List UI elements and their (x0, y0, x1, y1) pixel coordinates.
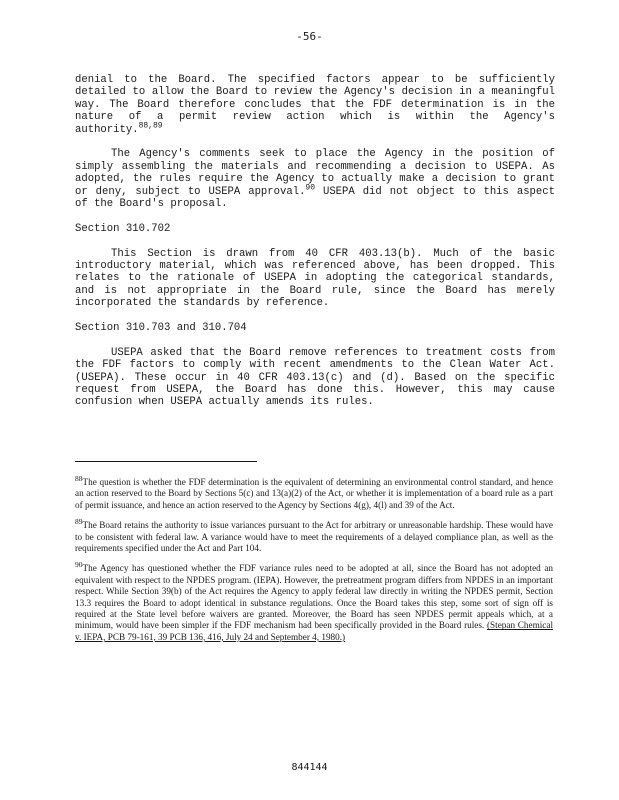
footnote-89 (75, 517, 553, 554)
main-body (75, 74, 555, 421)
section-310-703-704-text: USEPA asked that the Board remove references to treatment costs from the FDF factors to comply with recent amendments to the Clean Water Act. (USEPA). These occur in 40 CFR 403.13(c) and (d). Based on the specific request from USEPA, the Board has done this. However, this may cause confusion when USEPA actually amends its rules. (75, 346, 555, 409)
footnote-ref-88-89: 88,89 (138, 121, 163, 131)
section-heading-310-703-704: Section 310.703 and 310.704 (75, 322, 247, 335)
page-number: -56- (296, 30, 323, 43)
section-heading-310-702: Section 310.702 (75, 222, 171, 235)
footnote-88-text: The question is whether the FDF determination is the equivalent of determining an environmental control standard, and hence an action reserved to the Board by Sections 5(c) and 13(a)(2) of the Act, or whether it is implementation of a board rule as a part of permit issuance, and hence an action reserved to the Agency by Sections 4(g), 4(l) and 39 of the Act. (75, 477, 553, 510)
footnote-ref-90: 90 (305, 183, 316, 193)
footnote-89-mark: 89 (75, 517, 83, 527)
footnote-divider (75, 461, 257, 462)
footnote-90-text: The Agency has questioned whether the FDF variance rules need to be adopted at all, since the Board has not adopted an equivalent with respect to the NPDES program. (IEPA). However, the pretreatment program differs from NPDES in an important respect. While Section 39(b) of the Act requires the Agency to apply federal law directly in writing the NPDES permit, Section 13.3 requires the Board to adopt identical in substance regulations. Once the Board takes this step, some sort of sign off is required at the State level before waivers are granted. Moreover, the Board has seen NPDES permit appeals which, at a minimum, would have been simpler if the FDF mechanism had been specifically provided in the Board rules. (75, 563, 553, 631)
paragraph-2-text-after: USEPA did not object to this aspect of the Board's proposal. (75, 185, 555, 211)
paragraph-2-text: The Agency's comments seek to place the Agency in the position of simply assembling the materials and recommending a decision to USEPA. As adopted, the rules require the Agency to actually make a decision to grant or deny, subject to USEPA approval. (75, 148, 555, 198)
footnote-89-text: The Board retains the authority to issue variances pursuant to the Act for arbitrary or unreasonable hardship. These would have to be consistent with federal law. A variance would have to meet the requirements of a delayed compliance plan, as well as the requirements specified under the Act and Part 104. (75, 520, 553, 554)
paragraph-1 (75, 74, 555, 136)
document-id: 844144 (291, 762, 328, 773)
footnote-88 (75, 473, 553, 511)
footnote-90-mark: 90 (75, 560, 83, 570)
section-310-702-text: This Section is drawn from 40 CFR 403.13(b). Much of the basic introductory material, which was referenced above, has been dropped. This relates to the rationale of USEPA in adopting the categorical standards, and is not appropriate in the Board rule, since the Board has merely incorporated the standards by reference. (75, 247, 555, 310)
footnote-90-citation: (Stepan Chemical v. IEPA, PCB 79-161, 39 PCB 136, 416, July 24 and September 4, 1980.) (75, 620, 553, 642)
paragraph-2 (75, 148, 555, 210)
paragraph-1-text: denial to the Board. The specified factors appear to be sufficiently detailed to allow the Board to review the Agency's decision in a meaningful way. The Board therefore concludes that the FDF determination is in the nature of a permit review action which is within the Agency's authority. (75, 74, 555, 136)
footnote-90 (75, 560, 553, 643)
footnotes (75, 473, 553, 652)
footnote-88-mark: 88 (75, 473, 83, 483)
